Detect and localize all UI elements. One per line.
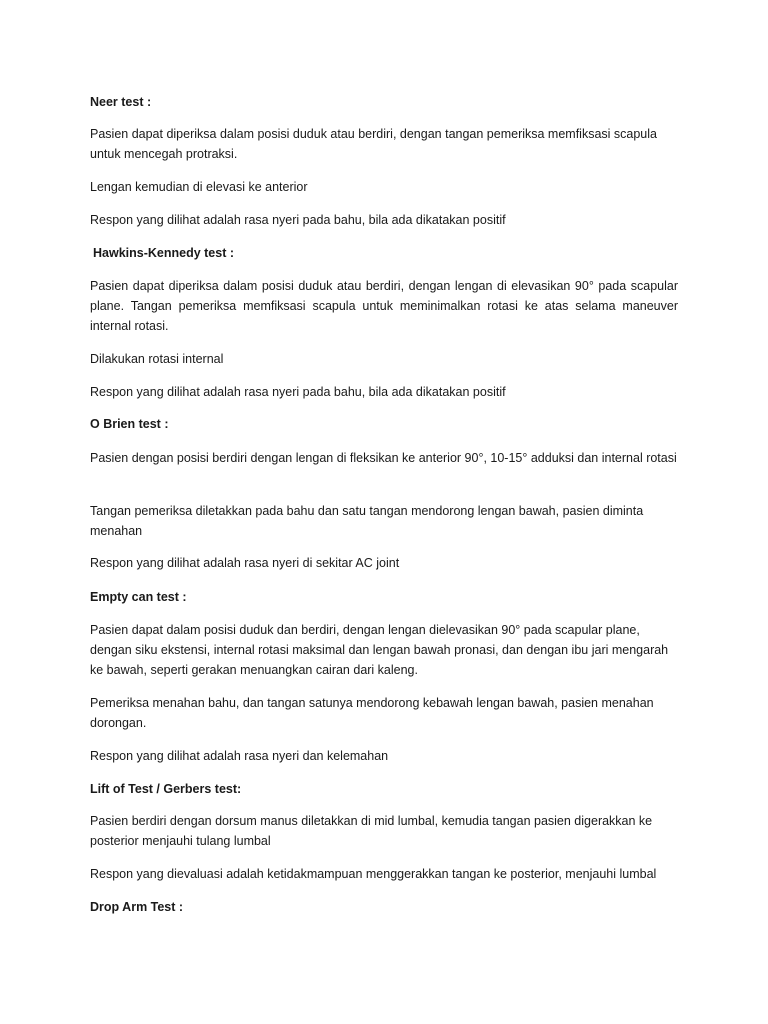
lift-off-test-procedure: Pasien berdiri dengan dorsum manus diletakkan di mid lumbal, kemudia tangan pasien digerakkan ke posterior menjauhi tulang lumbal bbox=[90, 814, 653, 848]
obrien-test-heading: O Brien test : bbox=[90, 417, 169, 431]
hawkins-kennedy-test-heading: Hawkins-Kennedy test : bbox=[93, 246, 235, 260]
neer-test-response: Respon yang dilihat adalah rasa nyeri pada bahu, bila ada dikatakan positif bbox=[90, 213, 506, 227]
lift-off-test-heading: Lift of Test / Gerbers test: bbox=[90, 782, 242, 796]
neer-test-procedure: Pasien dapat diperiksa dalam posisi duduk atau berdiri, dengan tangan pemeriksa memfiksasi scapula untuk mencegah protraksi. bbox=[90, 127, 657, 161]
obrien-test-position: Pasien dengan posisi berdiri dengan lengan di fleksikan ke anterior 90°, 10-15° adduksi dan internal rotasi bbox=[90, 451, 677, 465]
empty-can-test-response: Respon yang dilihat adalah rasa nyeri dan kelemahan bbox=[90, 749, 389, 763]
empty-can-test-position: Pasien dapat dalam posisi duduk dan berdiri, dengan lengan dielevasikan 90° pada scapular plane, dengan siku ekstensi, internal rotasi maksimal dan lengan bawah pronasi, dan dengan ibu jari mengarah ke bawah, seperti gerakan menuangkan cairan dari kaleng. bbox=[90, 623, 669, 677]
hawkins-kennedy-test-response: Respon yang dilihat adalah rasa nyeri pada bahu, bila ada dikatakan positif bbox=[90, 385, 506, 399]
empty-can-test-heading: Empty can test : bbox=[90, 590, 187, 604]
drop-arm-test-heading: Drop Arm Test : bbox=[90, 900, 184, 914]
hawkins-kennedy-test-rotation: Dilakukan rotasi internal bbox=[90, 352, 224, 366]
hawkins-kennedy-test-procedure: Pasien dapat diperiksa dalam posisi duduk atau berdiri, dengan lengan di elevasikan 90° pada scapular plane. Tangan pemeriksa memfiksasi scapula untuk meminimalkan rotasi ke atas selama maneuver internal rotasi. bbox=[90, 279, 678, 333]
neer-test-elevation: Lengan kemudian di elevasi ke anterior bbox=[90, 180, 308, 194]
obrien-test-procedure: Tangan pemeriksa diletakkan pada bahu dan satu tangan mendorong lengan bawah, pasien diminta menahan bbox=[90, 504, 644, 538]
neer-test-heading: Neer test : bbox=[90, 95, 152, 109]
obrien-test-response: Respon yang dilihat adalah rasa nyeri di sekitar AC joint bbox=[90, 556, 400, 570]
empty-can-test-procedure: Pemeriksa menahan bahu, dan tangan satunya mendorong kebawah lengan bawah, pasien menahan dorongan. bbox=[90, 696, 654, 730]
lift-off-test-response: Respon yang dievaluasi adalah ketidakmampuan menggerakkan tangan ke posterior, menjauhi lumbal bbox=[90, 867, 657, 881]
